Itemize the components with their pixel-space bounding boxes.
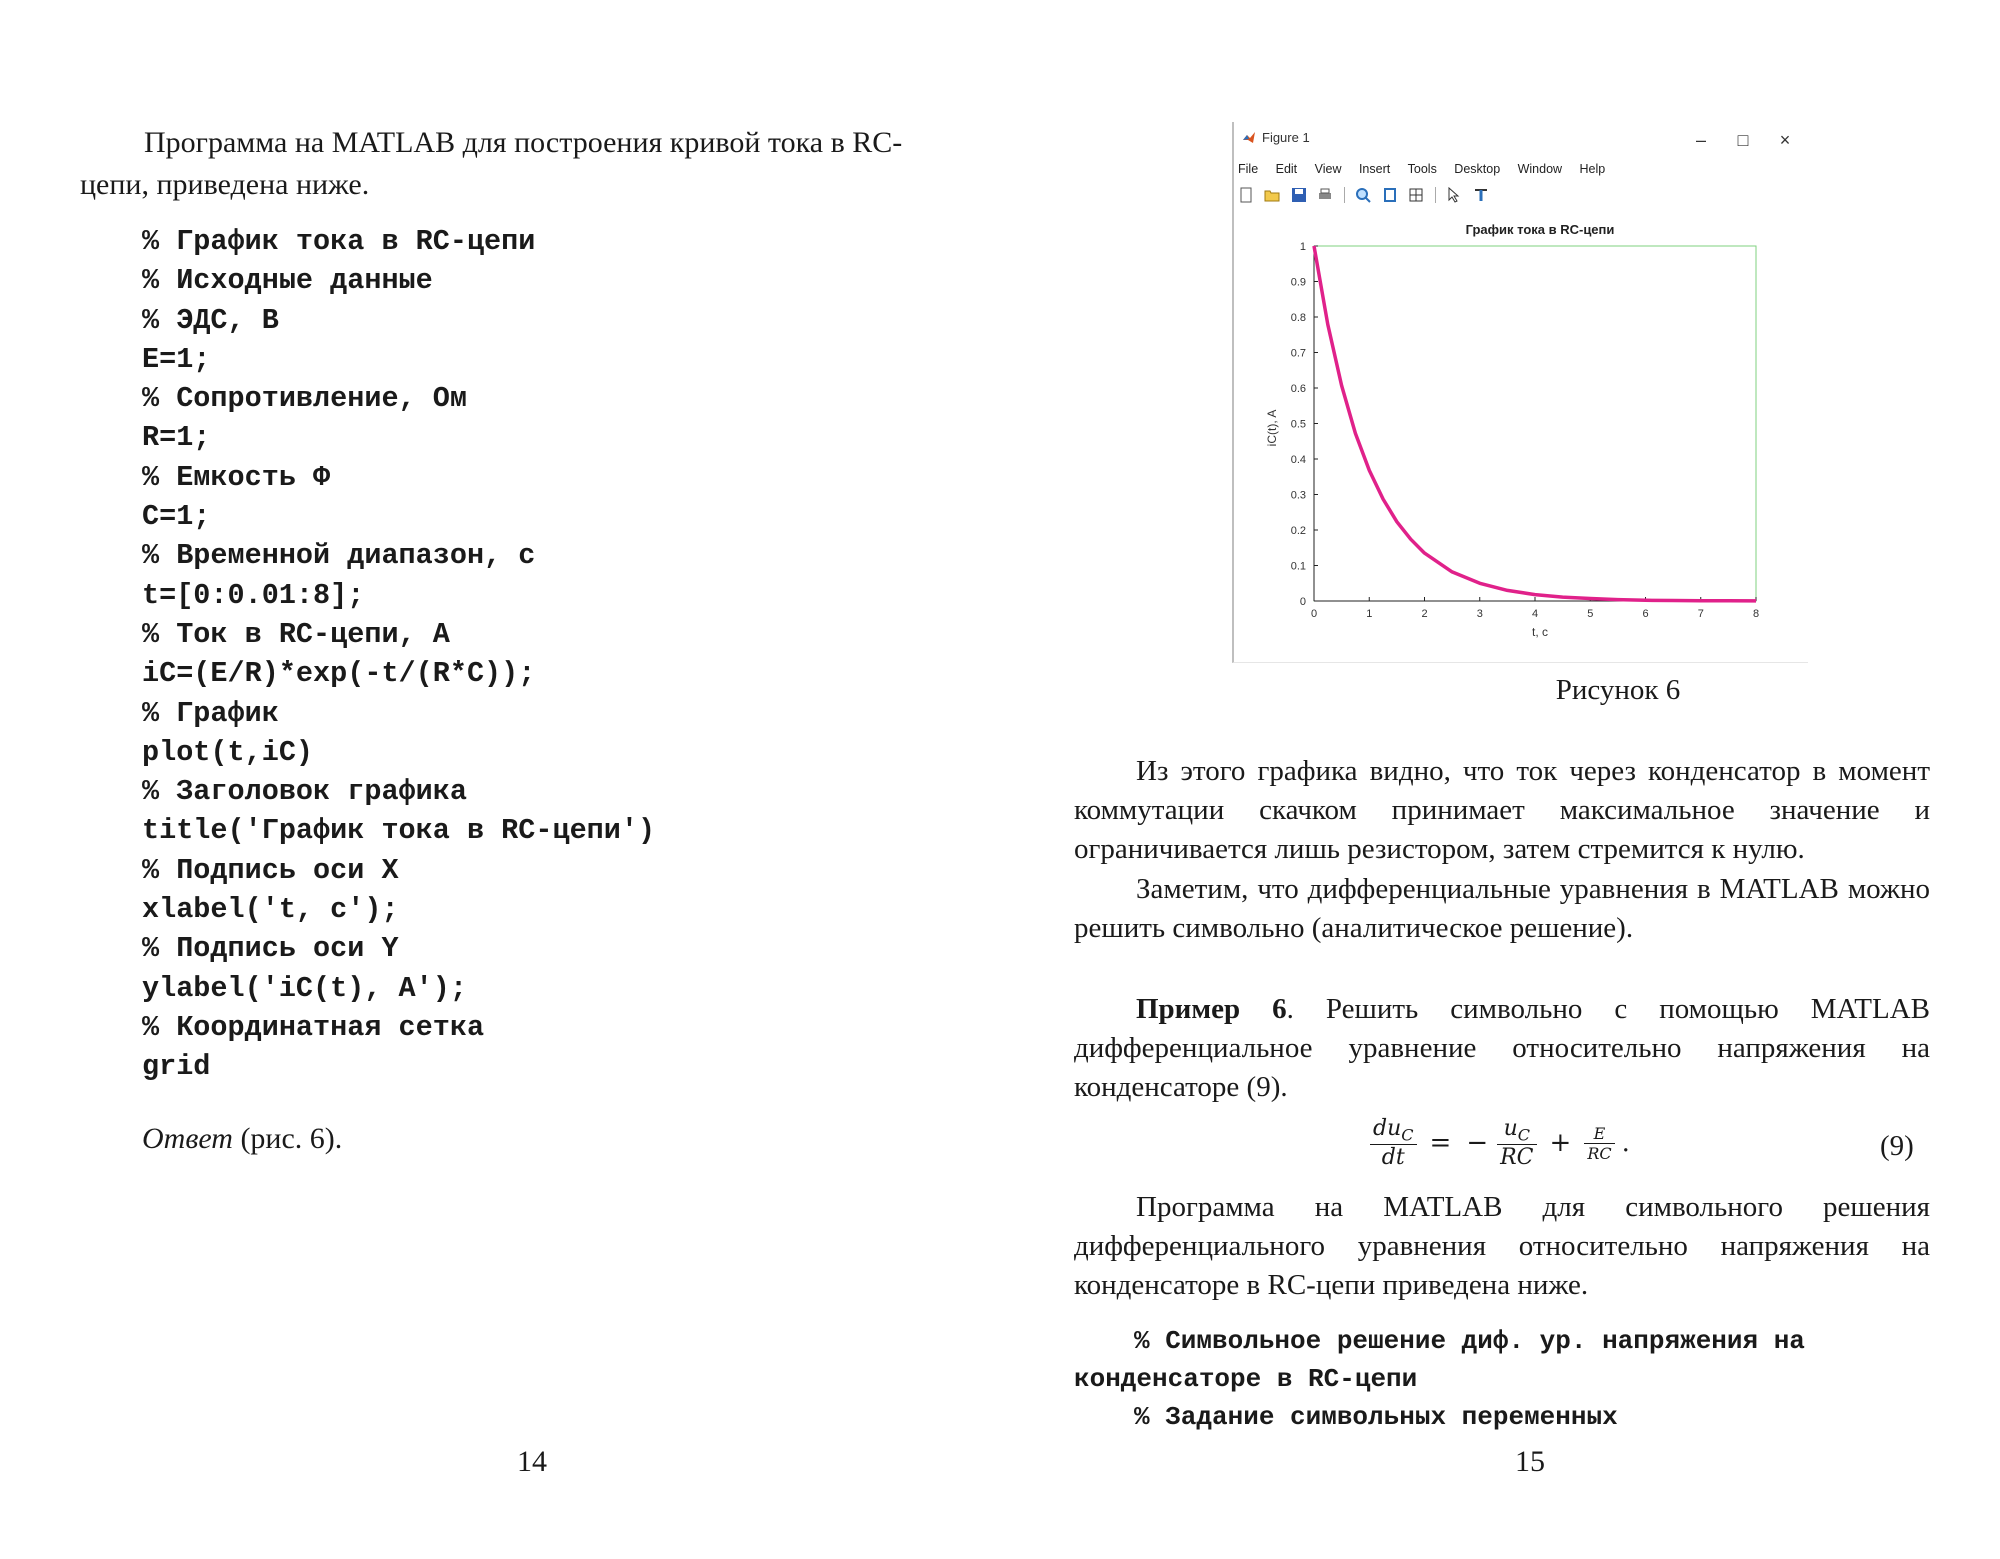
- code-line: % Подпись оси Х: [142, 853, 399, 887]
- menu-window[interactable]: Window: [1517, 162, 1563, 176]
- code-line: % Символьное решение диф. ур. напряжения на: [1134, 1326, 1805, 1356]
- formula-text: RC: [1500, 1145, 1534, 1171]
- formula-subscript: C: [1401, 1125, 1414, 1145]
- code-line: % График тока в RC-цепи: [142, 225, 536, 258]
- y-tick-label: 0.7: [1290, 347, 1306, 360]
- matlab-code-block: [142, 222, 655, 1087]
- y-tick-label: 0.4: [1290, 454, 1306, 466]
- y-tick-label: 0.5: [1290, 418, 1306, 431]
- formula-operator: =: [1429, 1128, 1452, 1159]
- paragraph-program-intro: Программа на MATLAB для символьного решения дифференциального уравнения относительно напряжения на конденсаторе в RC-цепи приведена ниже.: [1074, 1191, 1930, 1301]
- x-tick-label: 2: [1421, 608, 1428, 620]
- y-tick-label: 1: [1299, 241, 1306, 253]
- code-line: grid: [142, 1050, 211, 1084]
- y-tick-label: 0.2: [1290, 525, 1306, 537]
- code-line: % Задание символьных переменных: [1134, 1402, 1618, 1432]
- formula-operator: −: [1466, 1128, 1489, 1159]
- y-tick-label: 0.3: [1290, 489, 1306, 502]
- answer-figure-ref: (рис. 6).: [232, 1122, 343, 1155]
- y-tick-label: 0: [1299, 596, 1306, 608]
- x-tick-label: 1: [1366, 608, 1373, 620]
- code-line: % Емкость Ф: [142, 460, 331, 494]
- rotate-icon[interactable]: [1408, 187, 1424, 203]
- code-line: title('График тока в RC-цепи'): [142, 814, 656, 848]
- answer-reference: [142, 1122, 342, 1156]
- x-tick-label: 4: [1531, 608, 1539, 620]
- figure-title: Figure 1: [1262, 130, 1310, 145]
- code-line: plot(t,iC): [142, 735, 314, 769]
- x-tick-label: 3: [1476, 608, 1483, 620]
- formula-operator: .: [1621, 1128, 1630, 1159]
- new-figure-icon[interactable]: [1238, 187, 1254, 203]
- code-line: C=1;: [142, 500, 211, 534]
- fraction-e-rc: [1584, 1124, 1614, 1163]
- figure-titlebar[interactable]: [1234, 122, 1808, 158]
- code-line: % Ток в RC-цепи, А: [142, 617, 450, 651]
- y-tick-label: 0.1: [1290, 560, 1306, 573]
- code-line: ylabel('iC(t), A');: [142, 971, 467, 1005]
- x-axis-label: t, c: [1531, 625, 1549, 639]
- page-number-right: 15: [1515, 1445, 1545, 1478]
- example-label: Пример 6: [1136, 993, 1287, 1025]
- intro-paragraph: Программа на MATLAB для построения кривой тока в RC-цепи, приведена ниже.: [80, 126, 903, 201]
- print-icon[interactable]: [1317, 187, 1333, 203]
- answer-label: Ответ: [142, 1122, 233, 1155]
- line-chart: [1234, 216, 1808, 656]
- code-line: % Исходные данные: [142, 264, 433, 298]
- y-tick-label: 0.8: [1290, 312, 1306, 324]
- figure-menubar: [1238, 160, 1618, 182]
- code-line: xlabel('t, c');: [142, 893, 399, 927]
- x-tick-label: 7: [1697, 608, 1704, 620]
- formula-text: RC: [1587, 1143, 1612, 1163]
- menu-view[interactable]: View: [1314, 162, 1342, 176]
- figure-caption: Рисунок 6: [1555, 674, 1681, 706]
- code-line: % Координатная сетка: [142, 1010, 485, 1044]
- example-text: . Решить символьно с помощью MATLAB дифференциальное уравнение относительно напряжения на конденсаторе (9).: [1074, 993, 1930, 1103]
- toolbar-separator: [1435, 187, 1436, 203]
- menu-tools[interactable]: Tools: [1407, 162, 1437, 176]
- chart-title: График тока в RC-цепи: [1465, 222, 1615, 237]
- code-line: % Заголовок графика: [142, 775, 467, 809]
- code-line: конденсаторе в RC-цепи: [1074, 1364, 1418, 1394]
- code-line: % Сопротивление, Ом: [142, 382, 467, 416]
- code-line: E=1;: [142, 342, 211, 376]
- x-tick-label: 8: [1752, 608, 1760, 620]
- matlab-app-icon: [1242, 131, 1256, 145]
- formula-subscript: C: [1517, 1125, 1531, 1145]
- plot-area: [1314, 246, 1756, 601]
- toolbar-separator: [1344, 187, 1345, 203]
- open-file-icon[interactable]: [1264, 187, 1280, 203]
- menu-edit[interactable]: Edit: [1275, 162, 1298, 176]
- code-line: R=1;: [142, 421, 211, 455]
- page-number-left: 14: [517, 1445, 547, 1478]
- formula-operator: +: [1549, 1128, 1572, 1159]
- colorbar-icon[interactable]: [1473, 187, 1489, 203]
- menu-file[interactable]: File: [1238, 162, 1259, 176]
- x-tick-label: 0: [1310, 608, 1318, 620]
- differential-equation: [1370, 1116, 1630, 1176]
- minimize-button[interactable]: –: [1695, 130, 1706, 150]
- formula-text: dt: [1381, 1145, 1405, 1171]
- save-icon[interactable]: [1291, 187, 1307, 203]
- code-line: t=[0:0.01:8];: [142, 578, 365, 612]
- fraction-du-dt: [1370, 1116, 1417, 1170]
- figure-toolbar: [1238, 186, 1495, 212]
- formula-text: E: [1584, 1124, 1614, 1144]
- right-page: [1000, 0, 2000, 1559]
- y-tick-label: 0.9: [1290, 276, 1306, 289]
- menu-help[interactable]: Help: [1579, 162, 1606, 176]
- maximize-button[interactable]: □: [1737, 130, 1749, 150]
- pan-icon[interactable]: [1382, 187, 1398, 203]
- formula-text: du: [1373, 1116, 1402, 1141]
- x-tick-label: 6: [1642, 608, 1649, 620]
- code-line: % График: [142, 696, 279, 730]
- paragraph-graph-conclusion: Из этого графика видно, что ток через конденсатор в момент коммутации скачком принимает максимальное значение и ограничивается лишь резистором, затем стремится к нулю.: [1074, 755, 1930, 865]
- menu-desktop[interactable]: Desktop: [1454, 162, 1501, 176]
- menu-insert[interactable]: Insert: [1358, 162, 1391, 176]
- zoom-icon[interactable]: [1355, 187, 1371, 203]
- y-axis-label: iC(t), A: [1265, 409, 1279, 447]
- fraction-uc-rc: [1497, 1116, 1536, 1170]
- paragraph-example: [1074, 990, 1930, 1107]
- data-cursor-icon[interactable]: [1446, 187, 1462, 203]
- y-tick-label: 0.6: [1290, 383, 1306, 395]
- equation-number: (9): [1880, 1130, 1914, 1162]
- paragraph-symbolic-note: Заметим, что дифференциальные уравнения в MATLAB можно решить символьно (аналитическое решение).: [1074, 873, 1930, 944]
- close-button[interactable]: ×: [1779, 130, 1791, 150]
- matlab-figure-window[interactable]: [1232, 122, 1808, 663]
- code-line: % Временной диапазон, с: [142, 539, 536, 573]
- code-line: % ЭДС, В: [142, 303, 279, 337]
- code-line: iC=(E/R)*exp(-t/(R*C));: [142, 657, 536, 691]
- code-line: % Подпись оси Y: [142, 932, 399, 966]
- x-tick-label: 5: [1587, 608, 1594, 620]
- formula-text: u: [1503, 1116, 1518, 1141]
